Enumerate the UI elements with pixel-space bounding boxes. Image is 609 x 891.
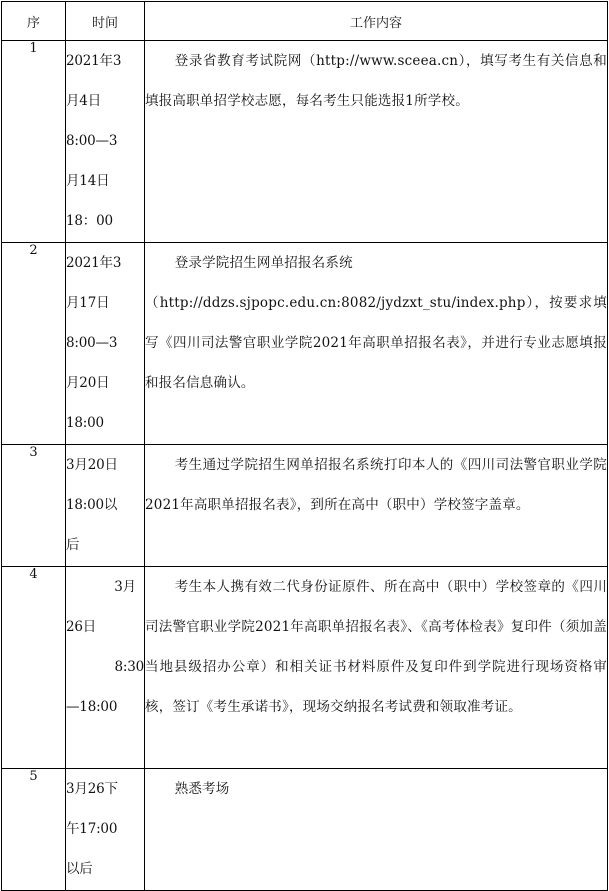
- time-line: 26日: [66, 619, 97, 635]
- time-line: 2021年3: [66, 53, 122, 69]
- time-line: 后: [66, 537, 80, 553]
- row-content: [145, 41, 608, 243]
- row-content: [145, 243, 608, 445]
- header-seq: 序: [2, 2, 66, 41]
- time-line: 月4日: [66, 93, 101, 109]
- time-line: 8:00—3: [66, 335, 118, 351]
- row-time: [66, 243, 145, 445]
- row-seq: 1: [2, 41, 66, 243]
- time-line: 月17日: [66, 295, 110, 311]
- row-time: [66, 445, 145, 567]
- content-paragraph: 登录学院招生网单招报名系统: [174, 255, 353, 271]
- table-row: [2, 769, 608, 891]
- content-paragraph: 熟悉考场: [174, 781, 230, 797]
- row-seq: 5: [2, 769, 66, 891]
- time-line: 8:00—3: [66, 133, 118, 149]
- table-row: [2, 567, 608, 769]
- content-paragraph: （http://ddzs.sjpopc.edu.cn:8082/jydzxt_stu/index.php），按要求填写《四川司法警官职业学院2021年高职单招报名表》，并进行专业志愿填报和报名信息确认。: [145, 295, 607, 391]
- time-line: 月14日: [66, 173, 110, 189]
- row-seq: 2: [2, 243, 66, 445]
- table-row: [2, 445, 608, 567]
- header-content: 工作内容: [145, 2, 608, 41]
- time-line: 3月: [114, 579, 136, 595]
- time-line: 2021年3: [66, 255, 122, 271]
- content-paragraph: 考生通过学院招生网单招报名系统打印本人的《四川司法警官职业学院2021年高职单招报名表》，到所在高中（职中）学校签字盖章。: [145, 457, 607, 513]
- time-line: 以后: [66, 861, 93, 877]
- row-content: [145, 769, 608, 891]
- row-seq: 4: [2, 567, 66, 769]
- time-line: 月20日: [66, 375, 110, 391]
- content-paragraph: 登录省教育考试院网（http://www.sceea.cn），填写考生有关信息和填报高职单招学校志愿，每名考生只能选报1所学校。: [145, 53, 607, 109]
- row-time: [66, 769, 145, 891]
- header-time: 时间: [66, 2, 145, 41]
- time-line: —18:00: [66, 699, 118, 715]
- time-line: 18：00: [66, 213, 113, 229]
- row-content: [145, 567, 608, 769]
- table-row: [2, 41, 608, 243]
- time-line: 3月26下: [66, 781, 118, 797]
- content-paragraph: 考生本人携有效二代身份证原件、所在高中（职中）学校签章的《四川司法警官职业学院2021年高职单招报名表》、《高考体检表》复印件（须加盖当地县级招办公章）和相关证书材料原件及复印件到学院进行现场资格审核，签订《考生承诺书》，现场交纳报名考试费和领取准考证。: [145, 579, 607, 715]
- row-time: [66, 41, 145, 243]
- schedule-table: [1, 1, 608, 891]
- row-content: [145, 445, 608, 567]
- time-line: 18:00: [66, 415, 104, 431]
- time-line: 3月20日: [66, 457, 118, 473]
- time-line: 18:00以: [66, 497, 118, 513]
- row-time: [66, 567, 145, 769]
- table-row: [2, 243, 608, 445]
- table-header-row: [2, 2, 608, 41]
- time-line: 8:30: [114, 659, 144, 675]
- row-seq: 3: [2, 445, 66, 567]
- time-line: 午17:00: [66, 821, 118, 837]
